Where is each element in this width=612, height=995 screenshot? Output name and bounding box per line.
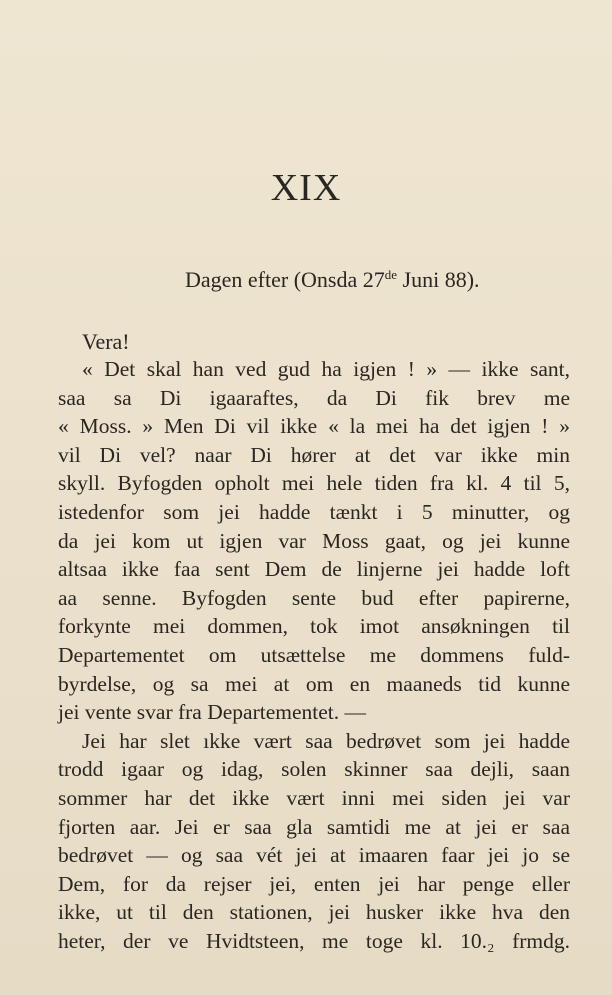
text-line: trodd igaar og idag, solen skinner saa dejli, saan [58, 757, 570, 782]
text-line: Dem, for da rejser jei, enten jei har penge eller [58, 871, 570, 896]
text-line: vil Di vel? naar Di hører at det var ikke min [58, 442, 570, 467]
chapter-title: XIX [270, 167, 342, 209]
text-line: jei vente svar fra Departementet. — [58, 700, 367, 725]
dateline-text-end: Juni 88). [397, 267, 480, 292]
dateline-text: Dagen efter (Onsda 27 [185, 267, 385, 292]
letter-body [58, 355, 570, 955]
text-line: heter, der ve Hvidtsteen, me toge kl. 10.₂ frmdg. [58, 928, 570, 953]
text-line: byrdelse, og sa mei at om en maaneds tid kunne [58, 671, 570, 696]
text-line: skyll. Byfogden opholt mei hele tiden fra kl. 4 til 5, [58, 471, 570, 496]
text-line: fjorten aar. Jei er saa gla samtidi me at jei er saa [58, 814, 570, 839]
text-line: Jei har slet ıkke vært saa bedrøvet som jei hadde [82, 728, 570, 753]
text-line: ikke, ut til den stationen, jei husker ikke hva den [58, 900, 570, 925]
text-line: bedrøvet — og saa vét jei at imaaren faar jei jo se [58, 843, 570, 868]
text-line: saa sa Di igaaraftes, da Di fik brev me [58, 385, 570, 410]
text-line: da jei kom ut igjen var Moss gaat, og jei kunne [58, 528, 570, 553]
text-line: forkynte mei dommen, tok imot ansøkningen til [58, 614, 570, 639]
text-line: « Det skal han ved gud ha igjen ! » — ikke sant, [82, 357, 570, 381]
text-line: istedenfor som jei hadde tænkt i 5 minutter, og [58, 499, 570, 524]
dateline-ordinal-suffix: de [384, 267, 398, 282]
letter-dateline [185, 266, 480, 294]
text-line: aa senne. Byfogden sente bud efter papirerne, [58, 585, 570, 610]
letter-salutation: Vera! [82, 329, 130, 354]
text-line: Departementet om utsættelse me dommens fuld- [58, 642, 570, 667]
text-line: sommer har det ikke vært inni mei siden jei var [58, 785, 570, 810]
text-line: altsaa ikke faa sent Dem de linjerne jei hadde loft [58, 557, 570, 582]
text-line: « Moss. » Men Di vil ikke « la mei ha det igjen ! » [58, 414, 570, 439]
